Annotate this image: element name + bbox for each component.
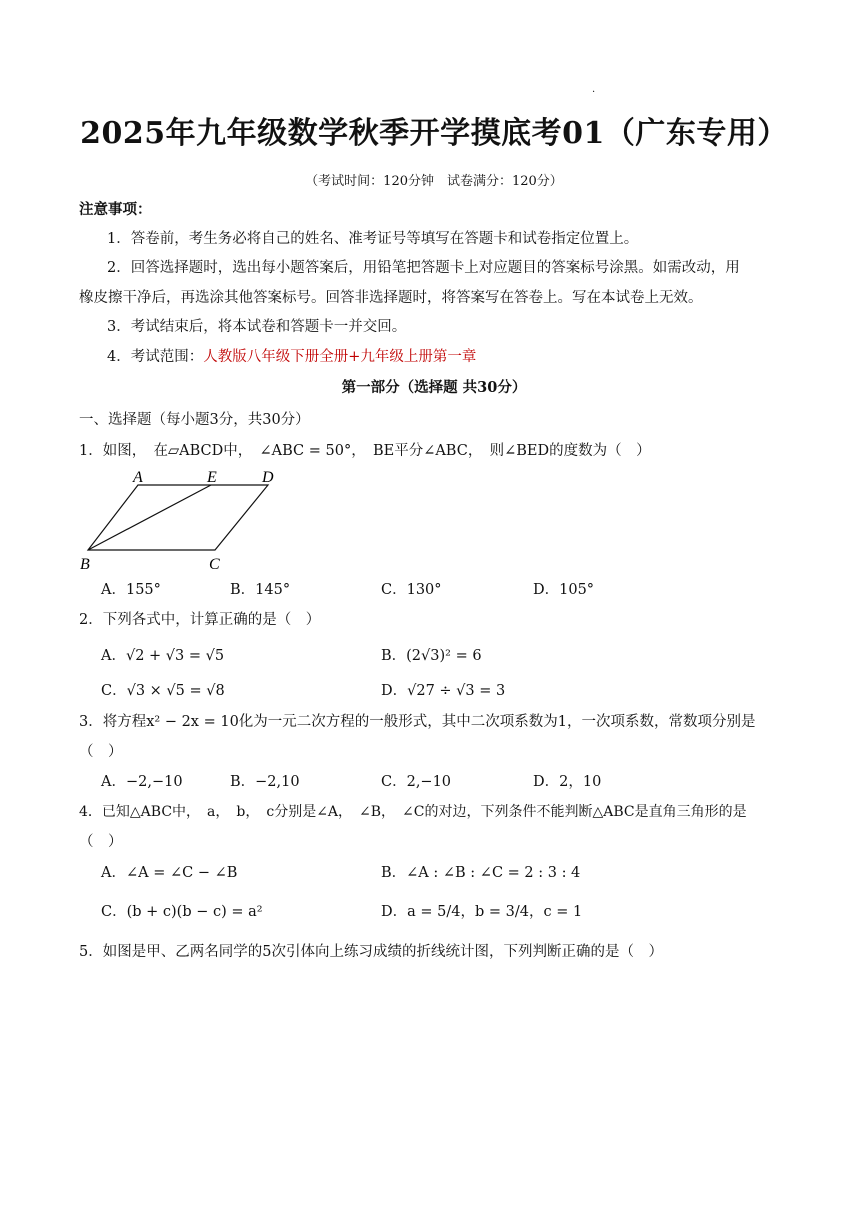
part-heading: 第一部分（选择题 共30分） [341, 379, 527, 396]
q2-option-a[interactable]: A．√2 + √3 = √5 [101, 648, 225, 664]
note-item-4 [107, 347, 476, 367]
page-mark: . [592, 84, 596, 95]
exam-info: （考试时间：120分钟 试卷满分：120分） [305, 174, 563, 189]
vertex-label-e: E [207, 469, 217, 486]
q1-option-d[interactable]: D．105° [533, 582, 595, 598]
question-5-stem: 5．如图是甲、乙两名同学的5次引体向上练习成绩的折线统计图，下列判断正确的是（ ） [79, 944, 663, 960]
note-item-3: 3．考试结束后，将本试卷和答题卡一并交回。 [107, 319, 407, 335]
parallelogram-abcd [88, 485, 268, 550]
vertex-label-c: C [209, 556, 220, 573]
q2-option-c[interactable]: C．√3 × √5 = √8 [101, 683, 225, 699]
q1-option-b[interactable]: B．145° [230, 582, 291, 598]
q3-option-c[interactable]: C．2,−10 [381, 774, 452, 790]
note-item-2-line-1: 2．回答选择题时，选出每小题答案后，用铅笔把答题卡上对应题目的答案标号涂黑。如需改动，用 [107, 260, 740, 276]
note-item-2-line-2: 橡皮擦干净后，再选涂其他答案标号。回答非选择题时，将答案写在答卷上。写在本试卷上无效。 [79, 290, 703, 306]
q3-option-a[interactable]: A．−2,−10 [101, 774, 183, 790]
exam-scope: 人教版八年级下册全册+九年级上册第一章 [203, 349, 477, 365]
q4-option-c[interactable]: C．(b + c)(b − c) = a² [101, 904, 263, 920]
q3-option-d[interactable]: D．2，10 [533, 774, 602, 790]
vertex-label-b: B [80, 556, 90, 573]
q4-option-a[interactable]: A．∠A = ∠C − ∠B [101, 865, 238, 881]
question-3-answer-bracket: （ ） [79, 744, 123, 760]
q1-option-a[interactable]: A．155° [101, 582, 161, 598]
q2-option-b[interactable]: B．(2√3)² = 6 [381, 648, 482, 664]
note-item-4-label: 4．考试范围： [107, 349, 204, 365]
question-3-stem: 3．将方程x² − 2x = 10化为一元二次方程的一般形式，其中二次项系数为1，一次项系数，常数项分别是 [79, 714, 756, 730]
vertex-label-d: D [262, 469, 274, 486]
parallelogram-figure [78, 466, 288, 576]
question-1-stem: 1．如图， 在▱ABCD中， ∠ABC = 50°， BE平分∠ABC， 则∠BED的度数为（ ） [79, 443, 651, 459]
q1-option-c[interactable]: C．130° [381, 582, 442, 598]
q4-option-d[interactable]: D．a = 5/4，b = 3/4，c = 1 [381, 904, 583, 920]
question-4-stem: 4．已知△ABC中， a， b， c分别是∠A， ∠B， ∠C的对边，下列条件不能判断△ABC是直角三角形的是 [79, 804, 747, 820]
q3-option-b[interactable]: B．−2,10 [230, 774, 300, 790]
vertex-label-a: A [133, 469, 143, 486]
section-heading: 一、选择题（每小题3分，共30分） [79, 412, 310, 428]
notes-heading: 注意事项： [79, 201, 152, 218]
segment-be [88, 485, 211, 550]
question-4-answer-bracket: （ ） [79, 834, 123, 850]
question-2-stem: 2．下列各式中，计算正确的是（ ） [79, 612, 321, 628]
q2-option-d[interactable]: D．√27 ÷ √3 = 3 [381, 683, 506, 699]
note-item-1: 1．答卷前，考生务必将自己的姓名、准考证号等填写在答题卡和试卷指定位置上。 [107, 231, 639, 247]
page-title: 2025年九年级数学秋季开学摸底考01（广东专用） [80, 116, 788, 151]
q4-option-b[interactable]: B．∠A : ∠B : ∠C = 2 : 3 : 4 [381, 865, 581, 881]
